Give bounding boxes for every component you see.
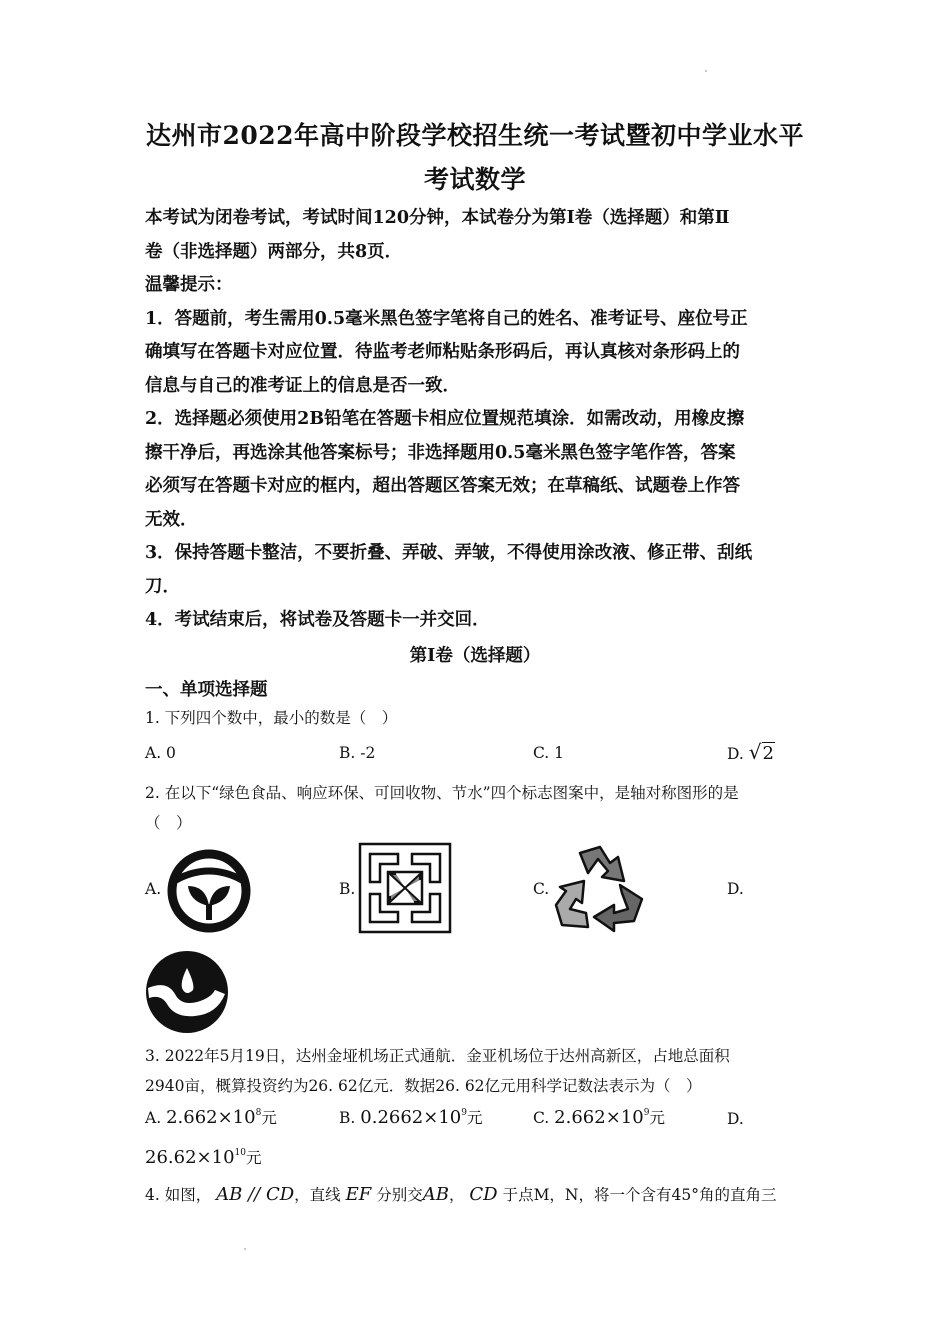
q3-option-c-exp: 9 xyxy=(643,1108,650,1118)
tip-line: 4．考试结束后，将试卷及答题卡一并交回． xyxy=(145,610,490,630)
q3-option-b-coef: 0.2662×10 xyxy=(360,1107,462,1128)
tip-line: 信息与自己的准考证上的信息是否一致． xyxy=(145,375,460,396)
q3-option-b-label: B. xyxy=(339,1109,356,1127)
q1-option-b: B. -2 xyxy=(339,744,376,762)
q3-option-b-unit: 元 xyxy=(466,1109,483,1127)
q4-ef: EF xyxy=(345,1184,372,1205)
q3-option-d-label: D. xyxy=(727,1110,744,1128)
q1-option-c: C. 1 xyxy=(533,744,565,762)
exam-title-line2: 考试数学 xyxy=(423,165,526,194)
intro-line: 卷（非选择题）两部分，共8页． xyxy=(145,241,403,262)
q2-option-d-label: D. xyxy=(727,880,744,898)
q3-option-a-coef: 2.662×10 xyxy=(166,1107,256,1128)
q2-option-c-label: C. xyxy=(533,880,550,898)
q1-option-d-radicand: 2 xyxy=(762,743,774,764)
tip-line: 3．保持答题卡整洁，不要折叠、弄破、弄皱，不得使用涂改液、修正带、刮纸 xyxy=(145,543,753,563)
environment-logo-icon xyxy=(358,842,452,934)
recycle-logo-icon xyxy=(552,843,646,933)
green-food-logo-icon xyxy=(166,848,252,934)
q3-option-c xyxy=(533,1106,665,1128)
q3-stem-line1: 3. 2022年5月19日，达州金垭机场正式通航．金亚机场位于达州高新区，占地总面积 xyxy=(145,1047,730,1065)
q4-tail: 于点M，N，将一个含有45°角的直角三 xyxy=(502,1186,777,1204)
q3-option-d-exp: 10 xyxy=(234,1148,246,1158)
q3-option-d-value xyxy=(145,1146,262,1168)
tips-heading: 温馨提示： xyxy=(145,275,233,295)
tip-line: 1．答题前，考生需用0.5毫米黑色签字笔将自己的姓名、准考证号、座位号正 xyxy=(145,308,748,329)
q1-option-a: A. 0 xyxy=(145,744,176,762)
q3-option-c-unit: 元 xyxy=(649,1109,665,1127)
tip-line: 无效． xyxy=(145,509,198,530)
q2-option-b-label: B. xyxy=(339,880,356,898)
q3-option-d-coef: 26.62×10 xyxy=(145,1147,235,1168)
q1-stem: 1. 下列四个数中，最小的数是（ ） xyxy=(145,709,398,727)
q1-option-d-label: D. xyxy=(727,745,744,763)
q3-option-d-unit: 元 xyxy=(245,1149,262,1167)
q4-text: ， xyxy=(448,1186,465,1204)
q4-ab-parallel-cd: AB // CD xyxy=(216,1184,295,1205)
sqrt-sign-icon: √ xyxy=(748,740,762,764)
part1-heading: 第Ⅰ卷（选择题） xyxy=(409,646,541,666)
scan-dot-bottom xyxy=(244,1248,246,1250)
tip-line: 刀． xyxy=(145,576,180,597)
q3-stem-line2: 2940亩，概算投资约为26. 62亿元．数据26. 62亿元用科学记数法表示为（ ） xyxy=(145,1077,702,1095)
q4-stem xyxy=(145,1180,825,1210)
q3-option-a-unit: 元 xyxy=(261,1109,277,1127)
q4-prefix: 4. 如图， xyxy=(145,1186,212,1204)
scan-dot-top xyxy=(705,70,707,72)
tip-line: 确填写在答题卡对应位置．待监考老师粘贴条形码后，再认真核对条形码上的 xyxy=(145,342,740,362)
tip-line: 必须写在答题卡对应的框内，超出答题区答案无效；在草稿纸、试题卷上作答 xyxy=(145,476,740,496)
water-saving-logo-icon xyxy=(145,950,229,1034)
q2-stem-line1: 2. 在以下“绿色食品、响应环保、可回收物、节水”四个标志图案中，是轴对称图形的是 xyxy=(145,784,739,802)
exam-intro xyxy=(145,202,810,638)
section1-heading: 一、单项选择题 xyxy=(145,680,268,700)
q2-option-a-label: A. xyxy=(145,880,162,898)
q4-ab: AB xyxy=(422,1184,449,1205)
tip-line: 擦干净后，再选涂其他答案标号；非选择题用0.5毫米黑色签字笔作答，答案 xyxy=(145,442,736,463)
q3-option-c-coef: 2.662×10 xyxy=(554,1107,644,1128)
q4-text: 分别交 xyxy=(376,1186,423,1204)
tip-line: 2．选择题必须使用2B铅笔在答题卡相应位置规范填涂．如需改动，用橡皮擦 xyxy=(145,409,745,429)
q3-option-c-label: C. xyxy=(533,1109,550,1127)
q3-option-a-label: A. xyxy=(145,1109,162,1127)
q3-option-a-exp: 8 xyxy=(255,1108,262,1118)
q3-option-b-exp: 9 xyxy=(461,1108,467,1118)
q1-option-d xyxy=(727,740,775,764)
q3-option-a xyxy=(145,1106,277,1128)
q2-stem-line2: （ ） xyxy=(145,814,192,832)
intro-line: 本考试为闭卷考试，考试时间120分钟，本试卷分为第Ⅰ卷（选择题）和第Ⅱ xyxy=(145,208,730,228)
q4-text: ，直线 xyxy=(294,1186,341,1204)
q3-option-b xyxy=(339,1106,482,1128)
q4-cd: CD xyxy=(469,1184,498,1205)
exam-title-line1: 达州市2022年高中阶段学校招生统一考试暨初中学业水平 xyxy=(145,121,805,150)
